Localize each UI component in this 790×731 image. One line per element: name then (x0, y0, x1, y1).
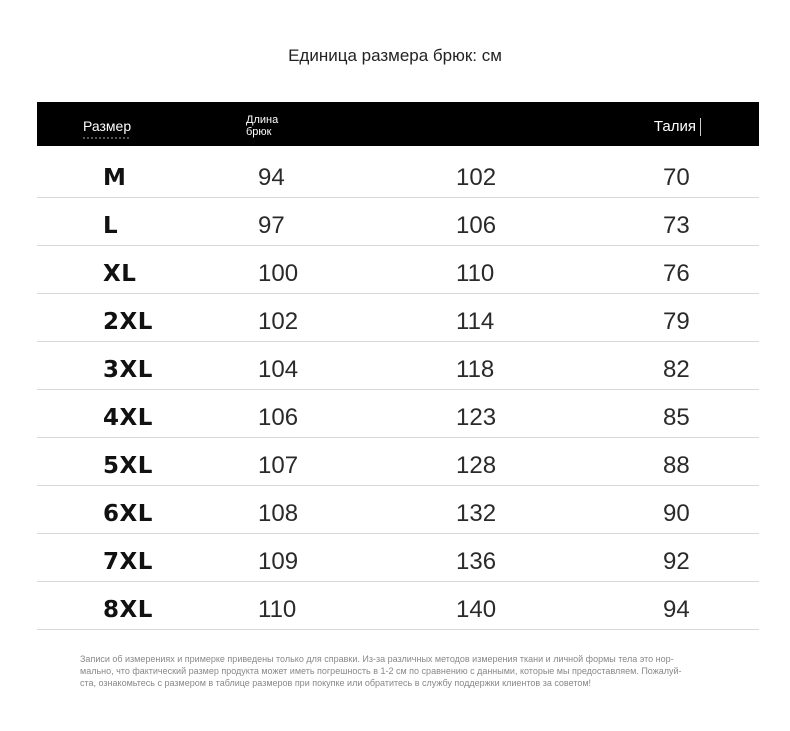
size-cell: 3XL (103, 357, 153, 383)
table-body (37, 146, 759, 630)
length-cell: 107 (258, 452, 299, 479)
waist-cell: 70 (663, 164, 690, 191)
waist-cell: 76 (663, 260, 690, 287)
size-cell: XL (103, 261, 137, 287)
length-cell: 102 (258, 308, 299, 335)
hip-cell: 140 (456, 596, 497, 623)
table-row (37, 342, 759, 390)
table-row (37, 198, 759, 246)
disclaimer-footnote (80, 653, 780, 689)
hip-cell: 128 (456, 452, 497, 479)
table-row (37, 486, 759, 534)
length-cell: 106 (258, 404, 299, 431)
waist-cell: 73 (663, 212, 690, 239)
header-size: Размер (83, 118, 131, 139)
waist-cell: 85 (663, 404, 690, 431)
table-row (37, 294, 759, 342)
size-cell: 2XL (103, 309, 153, 335)
table-row (37, 438, 759, 486)
table-row (37, 534, 759, 582)
size-chart-table (37, 102, 759, 630)
size-cell: 7XL (103, 549, 153, 575)
hip-cell: 106 (456, 212, 497, 239)
waist-cell: 79 (663, 308, 690, 335)
waist-cell: 92 (663, 548, 690, 575)
length-cell: 110 (258, 596, 297, 623)
waist-cell: 94 (663, 596, 690, 623)
table-row (37, 246, 759, 294)
hip-cell: 110 (456, 260, 495, 287)
footnote-line: ста, ознакомьтесь с размером в таблице размеров при покупке или обратитесь в службу поддержки клиентов за советом! (80, 678, 592, 688)
hip-cell: 118 (456, 356, 495, 383)
table-row (37, 582, 759, 630)
waist-cell: 82 (663, 356, 690, 383)
hip-cell: 114 (456, 308, 495, 335)
header-waist: Талия (654, 118, 701, 136)
footnote-line: Записи об измерениях и примерке приведены только для справки. Из-за различных методов измерения ткани и личной формы тела это нор- (80, 654, 674, 664)
waist-cell: 90 (663, 500, 690, 527)
header-length-line1: Длина (246, 114, 279, 126)
size-cell: 5XL (103, 453, 153, 479)
table-header (37, 102, 759, 146)
header-length-line2: брюк (246, 126, 272, 138)
header-length (246, 114, 306, 138)
hip-cell: 102 (456, 164, 497, 191)
length-cell: 108 (258, 500, 299, 527)
footnote-line: мально, что фактический размер продукта может иметь погрешность в 1-2 см по сравнению с данными, которые мы предоставляем. Пожалуй- (80, 666, 682, 676)
length-cell: 104 (258, 356, 299, 383)
size-cell: M (103, 165, 127, 191)
size-cell: 8XL (103, 597, 153, 623)
table-row (37, 146, 759, 198)
size-cell: L (103, 213, 119, 239)
hip-cell: 123 (456, 404, 497, 431)
length-cell: 109 (258, 548, 299, 575)
size-cell: 4XL (103, 405, 153, 431)
hip-cell: 132 (456, 500, 497, 527)
length-cell: 97 (258, 212, 285, 239)
page-title: Единица размера брюк: см (288, 46, 502, 65)
waist-cell: 88 (663, 452, 690, 479)
length-cell: 100 (258, 260, 299, 287)
length-cell: 94 (258, 164, 285, 191)
size-cell: 6XL (103, 501, 153, 527)
table-row (37, 390, 759, 438)
hip-cell: 136 (456, 548, 497, 575)
